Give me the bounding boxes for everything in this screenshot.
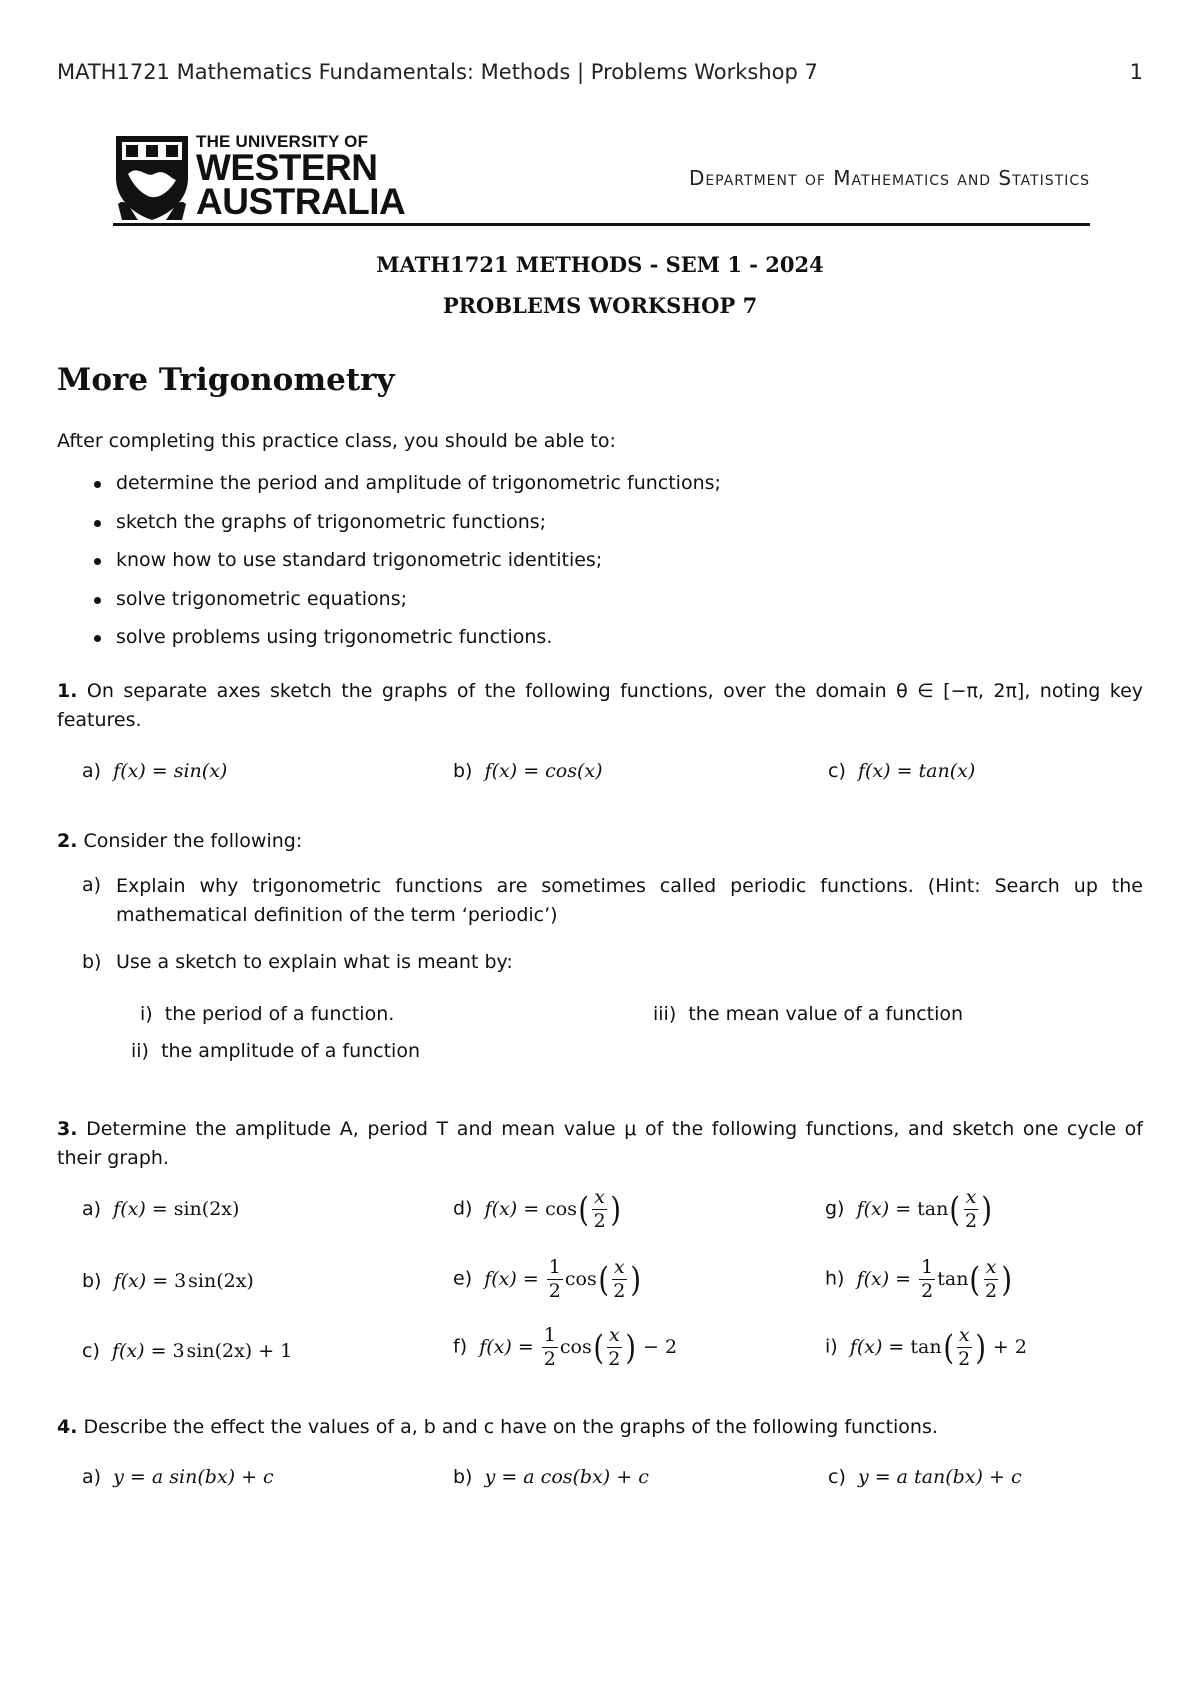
q3-part-g: g) f(x) = tan( $\frac{x}{2}$ ) <box>825 1186 993 1232</box>
bullet-icon <box>94 635 101 642</box>
question-text: On separate axes sketch the graphs of the following functions, over the domain θ ∈ [−π, 2π], noting key features. <box>57 680 1144 731</box>
q2-part-b-label: b) <box>82 951 102 973</box>
q1-part-c: c) f(x) = tan(x) <box>828 760 976 782</box>
q1-part-b: b) f(x) = cos(x) <box>453 760 603 782</box>
learning-outcomes <box>90 472 721 665</box>
q3-part-i: i) f(x) = tan( $\frac{x}{2}$ ) + 2 <box>825 1324 1027 1370</box>
running-header <box>57 60 1143 84</box>
question-text: Determine the amplitude A, period T and mean value μ of the following functions, and sketch one cycle of their graph. <box>57 1118 1143 1169</box>
question-text: Consider the following: <box>83 830 303 852</box>
q3-part-d: d) f(x) = cos( $\frac{x}{2}$ ) <box>453 1186 621 1232</box>
q2-part-b: Use a sketch to explain what is meant by: <box>116 951 513 973</box>
bullet-icon <box>94 481 101 488</box>
intro-text: After completing this practice class, you should be able to: <box>57 430 616 452</box>
q3-part-b: b) f(x) = 3 sin(2x) <box>82 1270 254 1292</box>
q2-sub-ii: ii) the amplitude of a function <box>131 1040 420 1062</box>
document-subtitle: PROBLEMS WORKSHOP 7 <box>442 293 758 318</box>
q3-part-e: e) f(x) = $\frac{1}{2}$ cos( $\frac{x}{2}$ ) <box>453 1256 641 1302</box>
running-header-title: MATH1721 Mathematics Fundamentals: Methods | Problems Workshop 7 <box>57 60 818 84</box>
q3-part-a: a) f(x) = sin(2x) <box>82 1198 240 1220</box>
section-title: More Trigonometry <box>57 362 395 398</box>
q2-part-a: Explain why trigonometric functions are sometimes called periodic functions. (Hint: Search up the mathematical definition of the term ‘periodic’) <box>116 875 1143 926</box>
bullet-icon <box>94 520 101 527</box>
page-number: 1 <box>1129 60 1143 84</box>
question-3 <box>57 1115 1143 1173</box>
q4-part-c: c) y = a tan(bx) + c <box>828 1466 1022 1488</box>
q4-part-a: a) y = a sin(bx) + c <box>82 1466 274 1488</box>
crest-icon <box>112 134 192 222</box>
logo-text-line1: THE UNIVERSITY OF <box>196 132 369 151</box>
q2-sub-iii: iii) the mean value of a function <box>653 1003 964 1025</box>
q3-part-f: f) f(x) = $\frac{1}{2}$ cos( $\frac{x}{2}$ ) − 2 <box>453 1324 678 1370</box>
list-item: know how to use standard trigonometric identities; <box>90 549 721 588</box>
question-4 <box>57 1413 1143 1442</box>
q4-part-b: b) y = a cos(bx) + c <box>453 1466 649 1488</box>
header-rule <box>113 223 1090 226</box>
list-item: determine the period and amplitude of trigonometric functions; <box>90 472 721 511</box>
bullet-icon <box>94 597 101 604</box>
q2-sub-i: i) the period of a function. <box>140 1003 395 1025</box>
document-title: MATH1721 METHODS - SEM 1 - 2024 <box>376 252 824 277</box>
list-item: solve problems using trigonometric functions. <box>90 626 721 665</box>
department-name: Department of Mathematics and Statistics <box>688 166 1090 190</box>
question-number: 4. <box>57 1416 78 1438</box>
bullet-icon <box>94 558 101 565</box>
q2-part-a-label: a) <box>82 874 102 896</box>
question-text: Describe the effect the values of a, b and c have on the graphs of the following functions. <box>83 1416 938 1438</box>
question-number: 1. <box>57 680 78 702</box>
university-logo <box>112 132 406 222</box>
list-item: sketch the graphs of trigonometric functions; <box>90 511 721 550</box>
logo-text-line2: WESTERN <box>196 147 378 188</box>
q3-part-c: c) f(x) = 3 sin(2x) + 1 <box>82 1340 293 1362</box>
logo-text-line3: AUSTRALIA <box>196 181 406 222</box>
question-number: 3. <box>57 1118 78 1140</box>
list-item: solve trigonometric equations; <box>90 588 721 627</box>
q1-part-a: a) f(x) = sin(x) <box>82 760 228 782</box>
q3-part-h: h) f(x) = $\frac{1}{2}$ tan( $\frac{x}{2}$ ) <box>825 1256 1013 1302</box>
question-2 <box>57 827 1143 856</box>
question-1 <box>57 677 1143 735</box>
question-number: 2. <box>57 830 78 852</box>
